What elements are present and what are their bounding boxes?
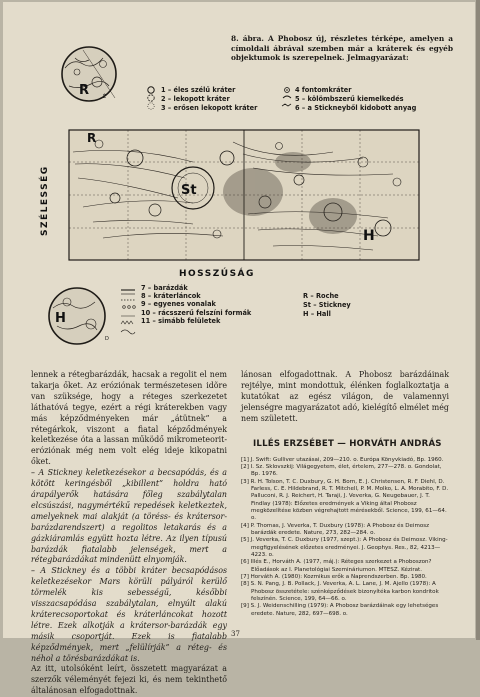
- legend-symbols-top-left: [148, 87, 154, 109]
- paragraph: – A Stickney keletkezésekor a becsapódás, és a kötött keringésből „kibillent” holdra ható árapályerők hatására főleg szabálytalan elcsúszási, nagymértékű repedések keletkeztek, amelyeknek mai alakját (a töréss- és krátersor-barázdarendszert) a regolitos letakarás és a gázkiáramlás együtt hozta létre. Az ilyen típusú barázdák fiatalabb jelenségek, mert a rétegbarázdákat mindenütt elnyomják.: [31, 468, 227, 565]
- page-number: 37: [231, 630, 240, 638]
- figure-caption: 8. ábra. A Phobosz új, részletes térképe, amelyen a címoldali ábrával szemben már a kráterek és egyéb objektumok is szerepelnek. Jelmagyarázat:: [231, 34, 453, 62]
- legend-item: St – Stickney: [303, 301, 351, 310]
- paragraph: – A Stickney és a többi kráter becsapódásos keletkezésekor Mars körüli pályáról kerülő törmelék kis sebességű, későbbi visszacsapódása szabálytalan, elnyúlt alakú kráterecsoportokat és kráterláncokat hozott létre. Ezek alkotják a krátersor-barázdák egy másik csoportját. Ezek is fiatalabb képződmények, mert „felülírják” a réteg- és néhol a törésbarázdákat is.: [31, 566, 227, 663]
- authors: ILLÉS ERZSÉBET — HORVÁTH ANDRÁS: [253, 438, 442, 449]
- reference-item: [3] R. H. Tolson, T. C. Duxbury, G. H. Born, E. J. Christensen, R. F. Diehl, D. Farless, C. E. Hildebrand, R. T. Mitchell, P. M. Molko, L. A. Morabito, F. D. Palluconi, R. J. Reichert, H. Taraji, J. Veverka, G. Neugebauer, J. T. Findlay (1978): Előzetes eredmények a Viking által Phobosz megközelítése közben végrehajtott mérésekből. Science, 199, 61—64. o.: [241, 478, 449, 522]
- reference-item: [9] S. J. Weidenschilling (1979): A Phobosz barázdáinak egy lehetséges eredete. Nature, 282, 697—698. o.: [241, 603, 439, 617]
- globe-bottom-left: [49, 288, 109, 344]
- references: [241, 457, 449, 619]
- legend-item: 11 – simább felületek: [141, 316, 221, 325]
- reference-item: [1] J. Swift: Gulliver utazásai, 209—210. o. Európa Könyvkiadó, Bp. 1960.: [241, 456, 444, 463]
- y-axis-label: SZÉLESSÉG: [40, 165, 50, 236]
- legend-symbols-top-right: [282, 88, 291, 106]
- legend-item: 4 fontomkráter: [295, 86, 352, 94]
- legend-item: 7 – barázdák: [141, 284, 188, 292]
- globe-label-r: R: [79, 83, 90, 98]
- right-column: [241, 370, 449, 618]
- reference-item: [5] J. Veverka, T. C. Duxbury (1977, szept.): A Phobosz és Deimosz. Viking-megfigyelésének előzetes eredményei. J. Geophys. Res., 82, 4213—4223. o.: [241, 537, 448, 558]
- reference-item: [2] I. Sz. Sklovszkij: Világegyetem, élet, értelem, 277—278. o. Gondolat, Bp. 1976.: [241, 463, 442, 478]
- legend-item: 8 – kráterláncok: [141, 292, 201, 301]
- legend-item: H – Hall: [303, 310, 331, 319]
- legend-features: [141, 284, 251, 325]
- legend-item: 3 – erősen lekopott kráter: [161, 104, 258, 113]
- globe-label-e: É: [103, 94, 107, 100]
- legend-item: 5 – kölömbszerű kiemelkedés: [295, 95, 404, 104]
- map-label-stickney: St: [181, 183, 197, 198]
- globe-label-d: D: [105, 336, 109, 342]
- legend-item: 10 – rácsszerű felszíni formák: [141, 308, 252, 317]
- page-edge: [476, 0, 480, 640]
- legend-item: 2 – lekopott kráter: [161, 95, 230, 104]
- reference-item: [4] P. Thomas, J. Veverka, T. Duxbury (1978): A Phobosz és Deimosz barázdák eredete. Nature, 273, 282—284. o.: [241, 522, 430, 536]
- paragraph: lennek a rétegbarázdák, hacsak a regolit el nem takarja őket. Az eróziónak természetesen idõre van szüksége, hogy a réteges szerkezetet láthatóvá tegye, ezért a régi kráterekben vagy más képződményeken már „átütnek” a rétegárkok, viszont a fiatal képződmények keletkezése óta a lassan működő mikrometeorit-eróziónak még nem volt elég ideje kikopatni őket.: [31, 370, 227, 467]
- reference-item: [6] Illés E., Horváth A. (1977, máj.): Réteges szerkezet a Phoboszon? Előadások az I. Planetológiai Szemináriumon. MTESZ. Kézirat.: [241, 559, 432, 573]
- globe-label-h: H: [55, 311, 66, 326]
- paragraph: lánosan elfogadottnak. A Phobosz barázdáinak rejtélye, mint mondottuk, élénken foglalkoztatja a kutatókat az egész világon, de valamennyi jelenségre magyarázatot adó, kielégítő elmélet még nem született.: [241, 370, 449, 423]
- x-axis-label: HOSSZÚSÁG: [179, 269, 255, 279]
- legend-item: 6 – a Stickneyből kidobott anyag: [295, 104, 417, 113]
- globe-top-left: [62, 47, 116, 101]
- legend-craters-right: [295, 86, 416, 114]
- phobos-map: [38, 130, 419, 279]
- legend-craters-left: [161, 86, 257, 114]
- legend-item: 1 – éles szélű kráter: [161, 86, 236, 94]
- left-column: [31, 370, 227, 697]
- reference-item: [8] S. N. Pang, J. B. Pollack, J. Veverka, A. L. Lane, J. M. Ajello (1978): A Phobosz összetétele: szénképződések bizonyítéka karbon kondritok felszínén. Science, 199, 64—66. o.: [241, 581, 439, 603]
- legend-item: R – Roche: [303, 292, 339, 300]
- legend-symbols-bottom-left: [121, 290, 135, 334]
- reference-item: [7] Horváth A. (1980): Kozmikus erők a Naprendszerben. Bp. 1980.: [241, 574, 427, 581]
- map-label-hall: H: [363, 228, 375, 244]
- magazine-page: [3, 2, 475, 696]
- map-label-roche: R: [87, 131, 97, 145]
- paragraph: Az itt, utolsóként leírt, összetett magyarázat a szerzők véleményét fejezi ki, és nem tekinthető általánosan elfogadottnak.: [31, 664, 227, 696]
- legend-item: 9 – egyenes vonalak: [141, 300, 216, 309]
- legend-names: [303, 292, 351, 320]
